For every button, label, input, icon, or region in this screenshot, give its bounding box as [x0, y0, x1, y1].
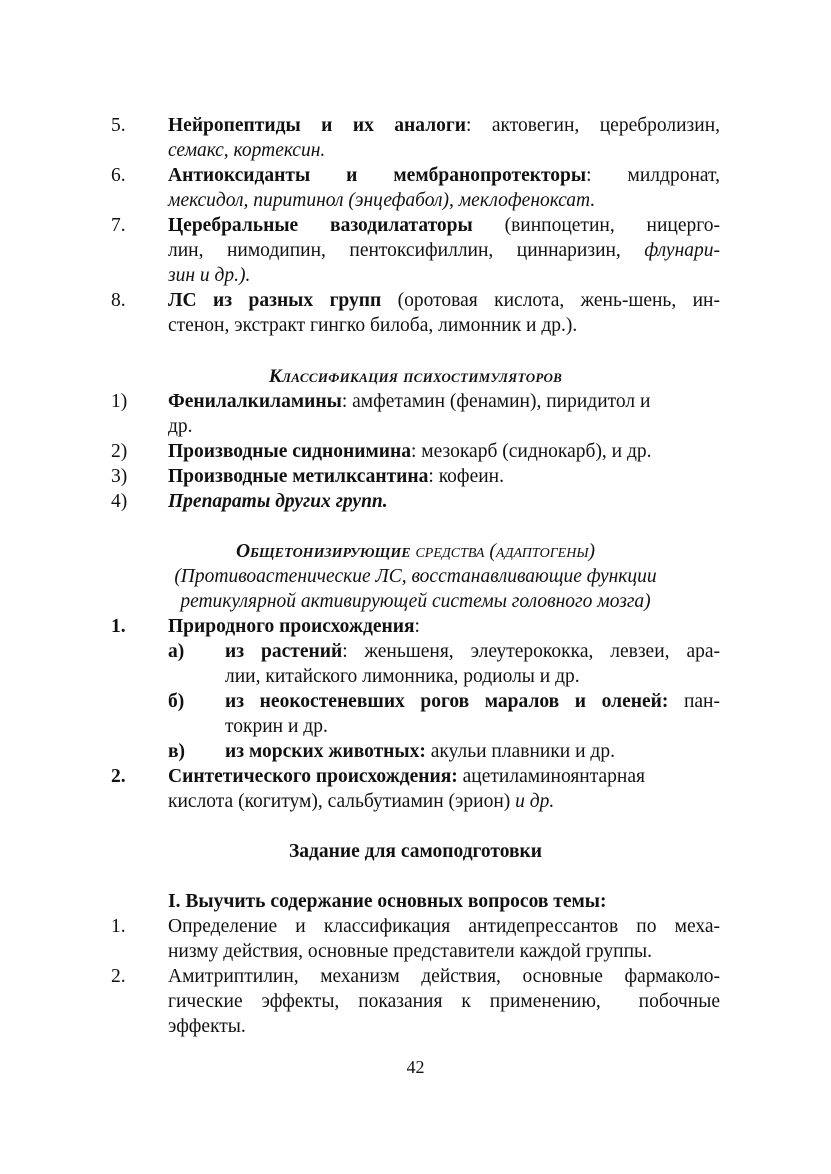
- list-item: [0, 288, 720, 338]
- item-term: Нейропептиды и их аналоги: [168, 115, 466, 136]
- item-term: Производные метилксантина: [168, 466, 429, 487]
- item-number: 3): [111, 466, 128, 487]
- heading-text: Классификация психостимуляторов: [268, 366, 563, 387]
- list-item: [0, 464, 720, 489]
- item-text: токрин и др.: [225, 716, 328, 737]
- section-heading: [0, 539, 831, 614]
- item-number: 5.: [111, 115, 126, 136]
- list-item: [0, 764, 720, 814]
- item-term: из растений: [225, 641, 343, 662]
- item-number: 1.: [111, 616, 126, 637]
- item-term: Фенилалкиламины: [168, 391, 342, 412]
- item-number: 2.: [111, 766, 126, 787]
- list-item: [0, 614, 720, 639]
- list-neuro-drugs: [0, 113, 831, 338]
- item-term: Препараты других групп.: [168, 491, 388, 512]
- item-text-italic: мексидол, пиритинол (энцефабол), меклофеноксат.: [168, 190, 596, 211]
- list-item: [0, 113, 720, 163]
- task-heading: [0, 889, 720, 914]
- item-number: 1.: [111, 916, 126, 937]
- item-text: : кофеин.: [428, 466, 504, 487]
- item-number: 2.: [111, 966, 126, 987]
- item-term: из морских животных:: [225, 741, 426, 762]
- list-item: [0, 439, 720, 464]
- item-text: низму действия, основные представители каждой группы.: [168, 941, 652, 962]
- task-heading-text: I. Выучить содержание основных вопросов темы:: [168, 891, 607, 912]
- item-text: лии, китайского лимонника, родиолы и др.: [225, 666, 580, 687]
- item-text-italic: флунари-: [644, 240, 720, 261]
- list-psychostimulants: [0, 389, 831, 514]
- item-text: пан-: [668, 691, 720, 712]
- item-number: 2): [111, 441, 128, 462]
- section-heading: [0, 364, 831, 389]
- item-text-italic: зин и др.).: [168, 265, 251, 286]
- item-text: кислота (когитум), сальбутиамин (эрион): [168, 791, 516, 812]
- item-text: Амитриптилин, механизм действия, основные фармаколо-: [168, 966, 720, 987]
- item-text: :: [414, 616, 420, 637]
- sub-item-letter: а): [168, 641, 185, 662]
- page-number: 42: [406, 1057, 425, 1077]
- item-text: (оротовая кислота, жень-шень, ин-: [381, 290, 720, 311]
- list-item: [0, 389, 720, 439]
- heading-text: Общетонизирующие: [235, 541, 411, 562]
- item-term: ЛС из разных групп: [168, 290, 382, 311]
- list-item: [0, 489, 720, 514]
- item-text: ацетиламиноянтарная: [457, 766, 645, 787]
- item-text: Определение и классификация антидепрессантов по меха-: [168, 916, 720, 937]
- item-text: акульи плавники и др.: [425, 741, 615, 762]
- item-text: : милдронат,: [586, 165, 720, 186]
- list-adaptogens: [0, 614, 831, 814]
- item-term: из неокостеневших рогов маралов и оленей:: [225, 691, 669, 712]
- sub-item: [0, 689, 720, 739]
- item-term: Синтетического происхождения:: [168, 766, 458, 787]
- item-text: лин, нимодипин, пентоксифиллин, циннаризин,: [168, 240, 645, 261]
- item-number: 1): [111, 391, 128, 412]
- item-term: Производные сиднонимина: [168, 441, 411, 462]
- list-item: [0, 914, 720, 964]
- section-heading: [0, 839, 831, 864]
- item-text: : амфетамин (фенамин), пиридитол и: [341, 391, 651, 412]
- item-text: : женьшеня, элеутерококка, левзеи, ара-: [342, 641, 720, 662]
- item-text-italic: семакс, кортексин.: [168, 140, 326, 161]
- item-number: 7.: [111, 215, 126, 236]
- heading-subtitle: ретикулярной активирующей системы головного мозга): [180, 591, 651, 612]
- heading-text: средства (адаптогены): [415, 541, 596, 562]
- item-term: Природного происхождения: [168, 616, 415, 637]
- item-text: (винпоцетин, ницерго-: [472, 215, 720, 236]
- list-item: [0, 163, 720, 213]
- item-term: Церебральные вазодилататоры: [168, 215, 473, 236]
- item-text: гические эффекты, показания к применению, побочные: [168, 991, 720, 1012]
- tasks-section: [0, 889, 831, 1039]
- list-item: [0, 213, 720, 288]
- sub-item-letter: в): [168, 741, 186, 762]
- item-text: : мезокарб (сиднокарб), и др.: [411, 441, 652, 462]
- item-text: : актовегин, церебролизин,: [466, 115, 721, 136]
- list-item: [0, 964, 720, 1039]
- sub-item-letter: б): [168, 691, 185, 712]
- item-number: 8.: [111, 290, 126, 311]
- item-text: стенон, экстракт гингко билоба, лимонник и др.).: [168, 315, 578, 336]
- heading-subtitle: (Противоастенические ЛС, восстанавливающие функции: [174, 566, 657, 587]
- item-number: 4): [111, 491, 128, 512]
- sub-item: [0, 639, 720, 689]
- heading-text: Задание для самоподготовки: [288, 841, 543, 862]
- item-text: др.: [168, 416, 193, 437]
- sub-item: [0, 739, 720, 764]
- item-number: 6.: [111, 165, 126, 186]
- item-term: Антиоксиданты и мембранопротекторы: [168, 165, 587, 186]
- item-text-italic: и др.: [515, 791, 555, 812]
- item-text: эффекты.: [168, 1016, 246, 1037]
